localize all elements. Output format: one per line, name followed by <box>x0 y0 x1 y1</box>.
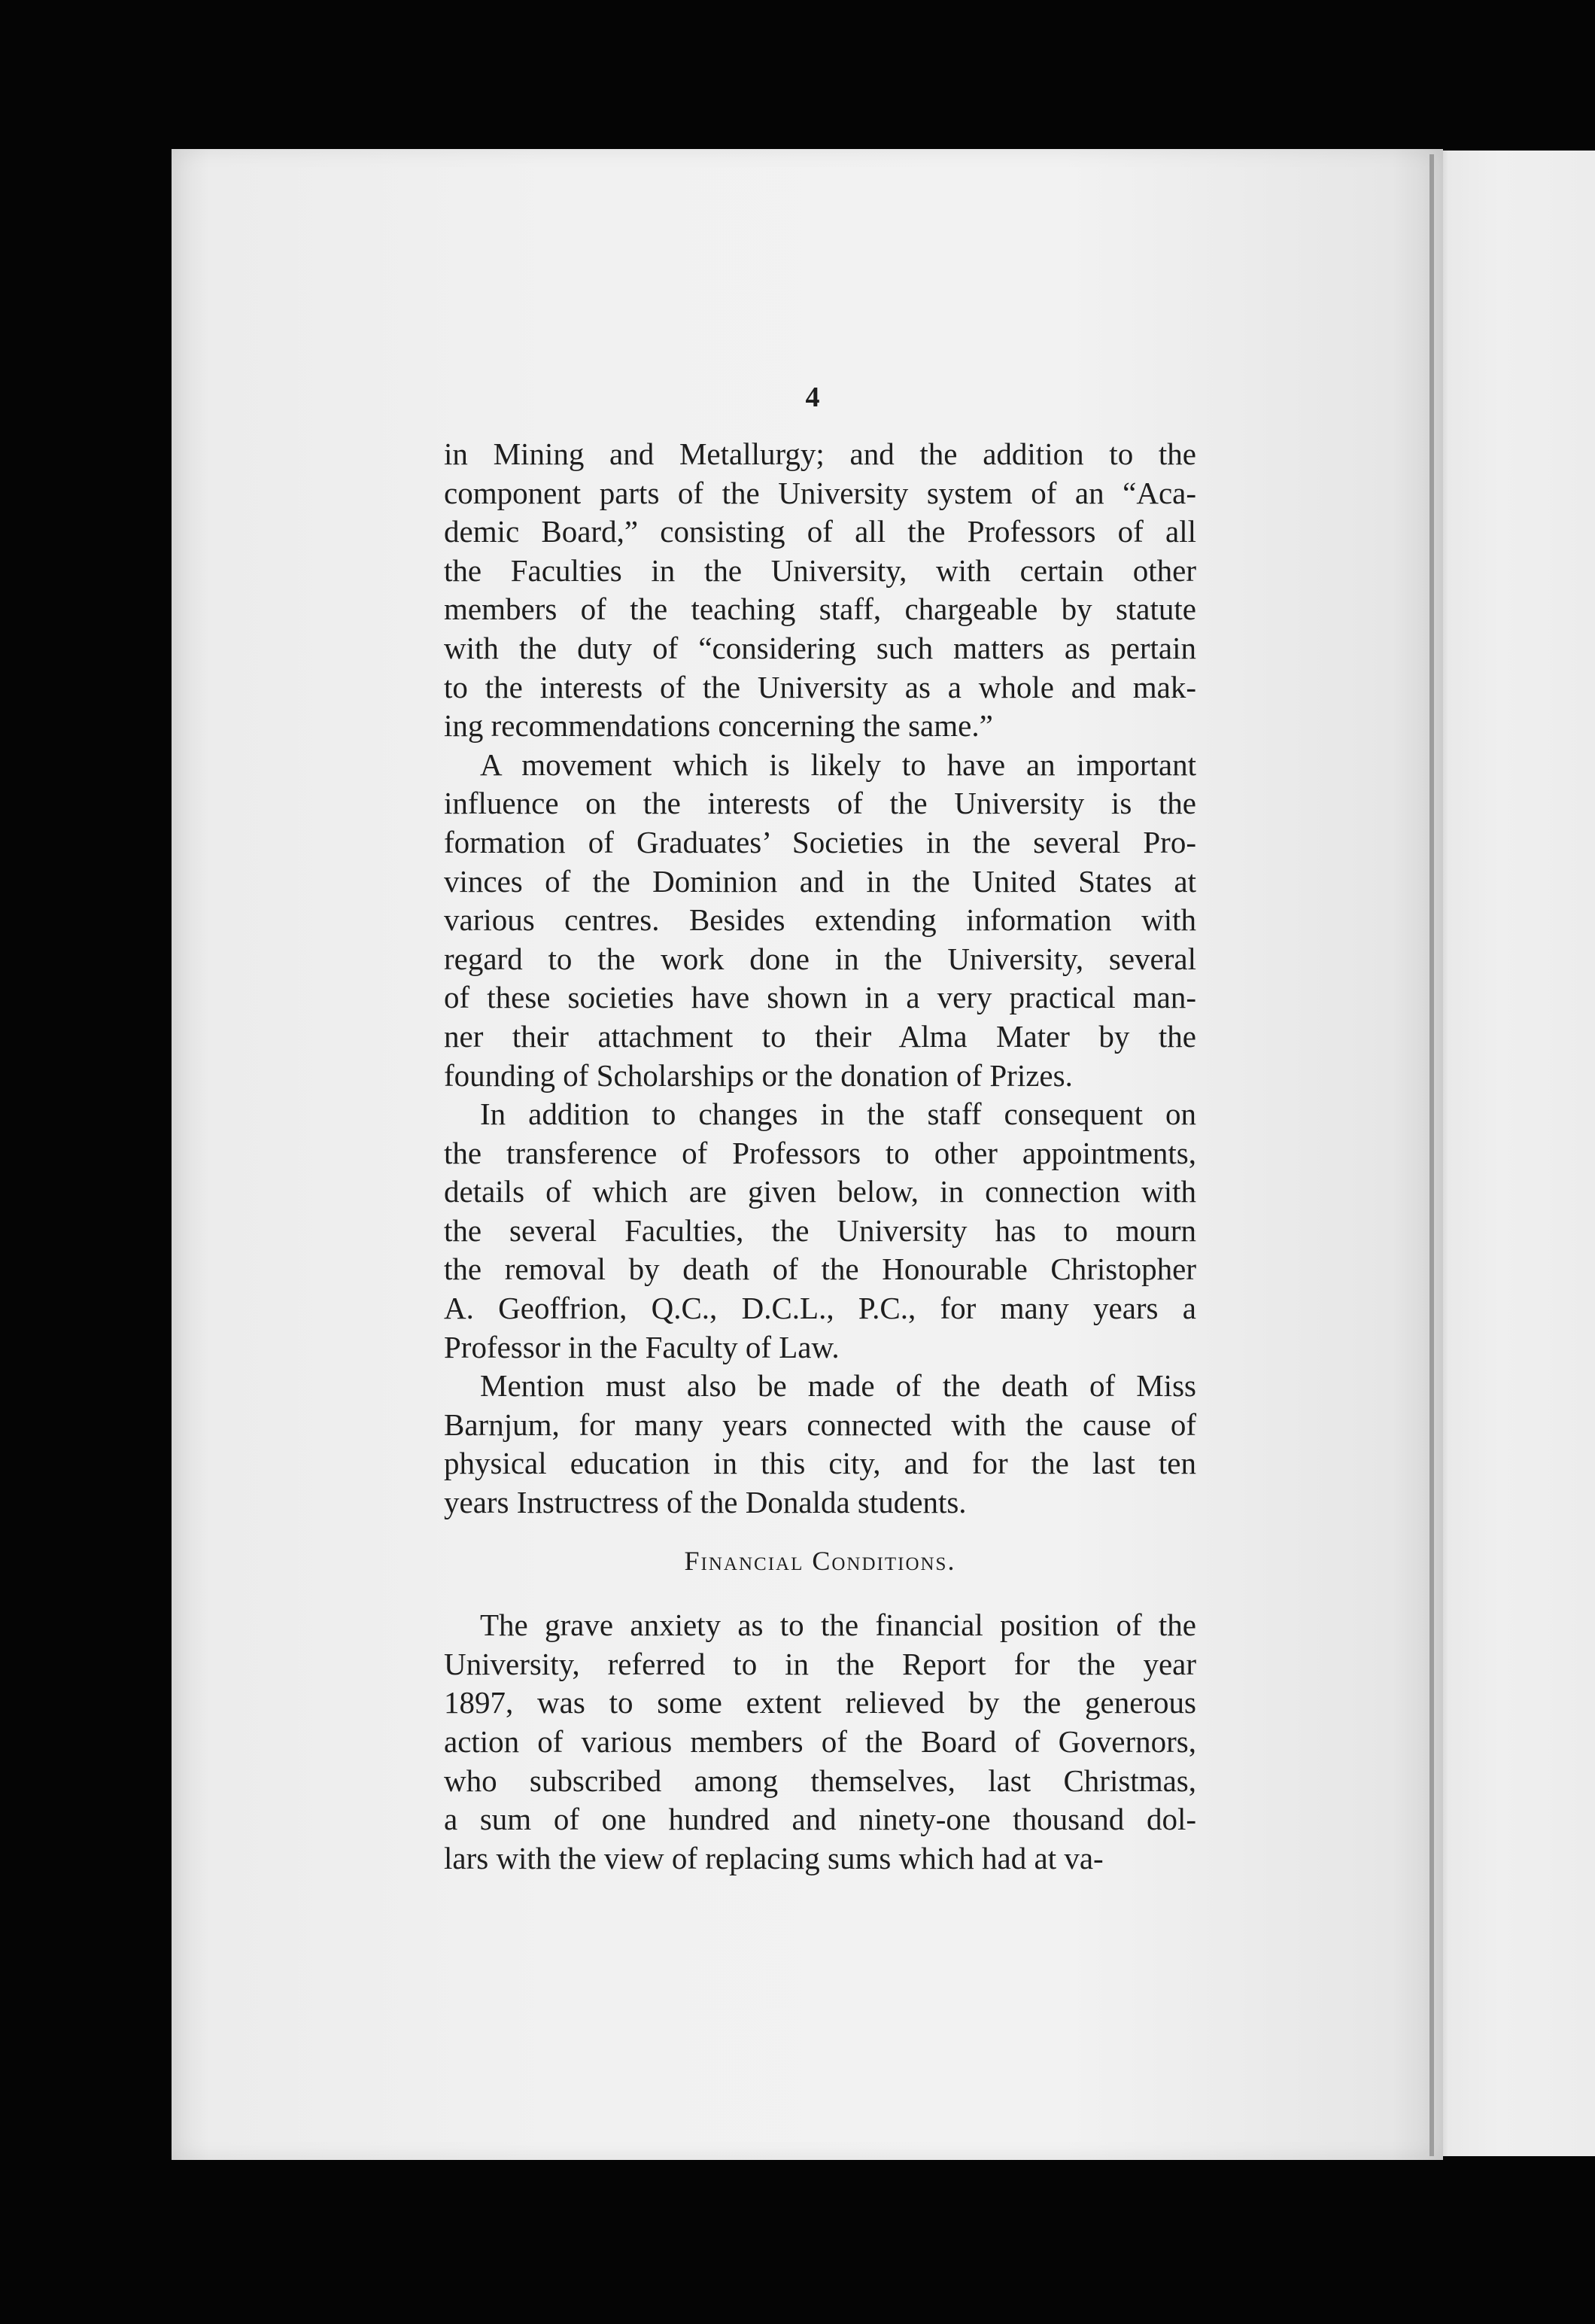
text-line: A movement which is likely to have an important <box>480 747 1196 782</box>
text-line: Mention must also be made of the death of Miss <box>480 1368 1196 1404</box>
paragraph <box>444 1367 1196 1522</box>
text-line: details of which are given below, in connection with <box>444 1174 1196 1209</box>
paragraph <box>444 435 1196 746</box>
text-line: vinces of the Dominion and in the United States at <box>444 863 1196 899</box>
paragraph <box>444 1606 1196 1878</box>
text-line: the Faculties in the University, with certain other <box>444 552 1196 588</box>
section-paragraphs <box>444 1606 1196 1878</box>
page-fold-line <box>1429 154 1434 2156</box>
paragraph <box>444 1095 1196 1367</box>
text-line: of these societies have shown in a very practical man- <box>444 980 1196 1015</box>
text-line: founding of Scholarships or the donation of Prizes. <box>444 1057 1073 1093</box>
text-line: 1897, was to some extent relieved by the generous <box>444 1685 1196 1720</box>
text-line: in Mining and Metallurgy; and the addition to the <box>444 437 1196 471</box>
text-line: Professor in the Faculty of Law. <box>444 1329 840 1364</box>
text-line: component parts of the University system of an “Aca- <box>444 475 1196 510</box>
next-page-edge <box>1436 151 1595 2156</box>
text-line: to the interests of the University as a whole and mak- <box>444 669 1196 704</box>
text-line: The grave anxiety as to the financial position of the <box>480 1608 1196 1643</box>
text-line: members of the teaching staff, chargeable by statute <box>444 592 1196 627</box>
text-line: demic Board,” consisting of all the Professors of all <box>444 514 1196 549</box>
text-line: formation of Graduates’ Societies in the several Pro- <box>444 824 1196 859</box>
body-text <box>444 435 1196 1878</box>
text-line: In addition to changes in the staff consequent on <box>480 1097 1196 1132</box>
text-line: ing recommendations concerning the same.” <box>444 708 993 744</box>
text-line: physical education in this city, and for the last ten <box>444 1446 1196 1481</box>
text-line: the several Faculties, the University has to mourn <box>444 1212 1196 1248</box>
text-line: the transference of Professors to other appointments, <box>444 1135 1196 1170</box>
text-line: influence on the interests of the University is the <box>444 786 1196 821</box>
text-line: with the duty of “considering such matters as pertain <box>444 630 1196 665</box>
text-line: regard to the work done in the University, several <box>444 941 1196 976</box>
text-line: various centres. Besides extending information with <box>444 902 1196 938</box>
text-line: who subscribed among themselves, last Christmas, <box>444 1763 1196 1798</box>
text-line: the removal by death of the Honourable Christopher <box>444 1252 1196 1287</box>
paragraph <box>444 746 1196 1095</box>
text-line: action of various members of the Board of Governors, <box>444 1724 1196 1759</box>
text-line: University, referred to in the Report for the year <box>444 1646 1196 1681</box>
text-line: Barnjum, for many years connected with the cause of <box>444 1407 1196 1442</box>
text-line: years Instructress of the Donalda students. <box>444 1485 967 1520</box>
section-heading: Financial Conditions. <box>684 1545 956 1576</box>
paragraphs-before-heading <box>444 435 1196 1522</box>
text-line: A. Geoffrion, Q.C., D.C.L., P.C., for many years a <box>444 1291 1196 1326</box>
page-number: 4 <box>805 382 820 413</box>
text-line: a sum of one hundred and ninety-one thousand dol- <box>444 1802 1196 1837</box>
text-line: ner their attachment to their Alma Mater by the <box>444 1018 1196 1054</box>
text-line: lars with the view of replacing sums which had at va- <box>444 1840 1104 1875</box>
